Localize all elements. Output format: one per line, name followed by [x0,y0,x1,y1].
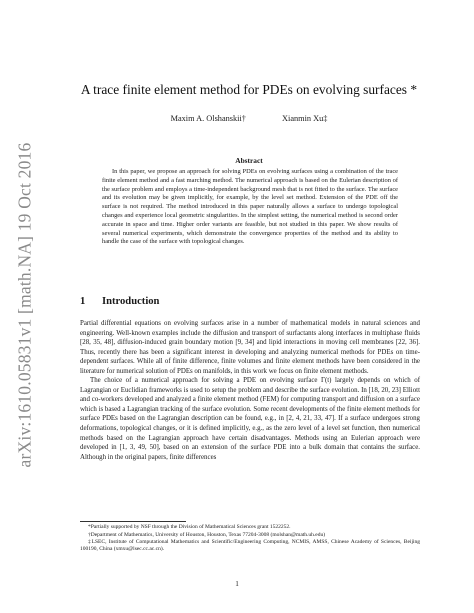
abstract-heading: Abstract [235,156,263,165]
section-title: Introduction [101,296,160,307]
section-number: 1 [80,296,86,307]
arxiv-identifier-stamp [14,142,36,468]
abstract-text: In this paper, we propose an approach for solving PDEs on evolving surfaces using a combination of the trace finite element method and a fast marching method. The numerical approach is based on the Eulerian description of the surface problem and employs a time-independent background mesh that is not fitted to the surface. The surface and its evolution may be given implicitly, for example, by the level set method. Extension of the PDE off the surface is not required. The method introduced in this paper naturally allows a surface to undergo topological changes and experience local geometric singularities. In the simplest setting, the numerical method is second order accurate in space and time. Higher order variants are feasible, but not studied in this paper. We show results of several numerical experiments, which demonstrate the convergence properties of the method and its ability to handle the case of the surface with topological changes. [102,168,398,246]
body-text [80,319,420,462]
footnote-funding: *Partially supported by NSF through the Division of Mathematical Sciences grant 1522252. [88,524,291,530]
footnotes [80,524,420,554]
section-heading [80,296,159,307]
paragraph: The choice of a numerical approach for solving a PDE on evolving surface Γ(t) largely depends on which of Lagrangian or Euclidian frameworks is used to setup the problem and describe the surface evolution. In [18, 20, 23] Elliott and co-workers developed and analyzed a finite element method (FEM) for computing transport and diffusion on a surface which is based a Lagrangian tracking of the surface evolution. Some recent developments of the finite element methods for surface PDEs based on the Lagrangian description can be found, e.g., in [2, 4, 21, 33, 47]. If a surface undergoes strong deformations, topological changes, or it is defined implicitly, e.g., as the zero level of a level set function, then numerical methods based on the Lagrangian approach have certain disadvantages. Methods using an Eulerian approach were developed in [1, 3, 49, 50], based on an extension of the surface PDE into a bulk domain that contains the surface. Although in the original papers, finite differences [80,377,420,461]
footnote-rule [80,521,186,522]
page-number: 1 [235,580,239,588]
footnote-affiliation-1: †Department of Mathematics, University of Houston, Houston, Texas 77204-3008 (molshan@math.uh.edu) [88,531,326,538]
arxiv-id-text: arXiv:1610.05831v1 [math.NA] 19 Oct 2016 [14,142,35,468]
author-line [70,114,428,123]
paper-title: A trace finite element method for PDEs on evolving surfaces * [80,82,418,97]
footnote-affiliation-2: ‡LSEC, Institute of Computational Mathematics and Scientific/Engineering Computing, NCMIS, AMSS, Chinese Academy of Sciences, Beijing 100190, China (xmxu@lsec.cc.ac.cn). [80,539,420,553]
author-xu: Xianmin Xu‡ [282,114,328,123]
author-olshanskii: Maxim A. Olshanskii† [170,114,246,123]
paragraph: Partial differential equations on evolving surfaces arise in a number of mathematical models in natural sciences and engineering. Well-known examples include the diffusion and transport of surfactants along interfaces in multiphase fluids [28, 35, 48], diffusion-induced grain boundary motion [9, 34] and lipid interactions in moving cell membranes [22, 36]. Thus, recently there has been a significant interest in developing and analyzing numerical methods for PDEs on time-dependent surfaces. While all of finite difference, finite volumes and finite element methods have been considered in the literature for numerical solution of PDEs on manifolds, in this work we focus on finite element methods. [80,320,420,375]
